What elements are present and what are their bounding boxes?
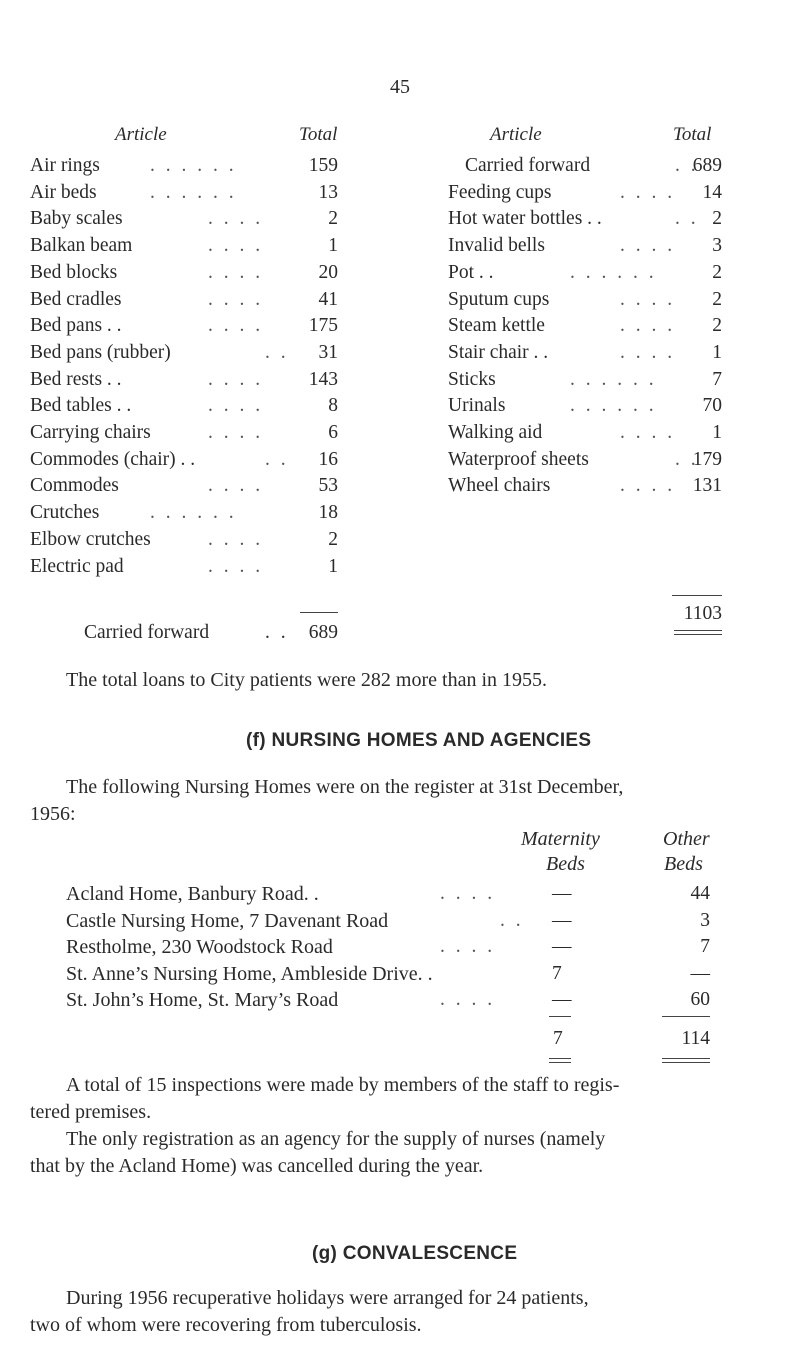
left-article-name: Bed rests . . <box>30 368 122 390</box>
right-article-name: Invalid bells <box>448 235 545 257</box>
left-article-name: Electric pad <box>30 555 124 577</box>
agency-line2: that by the Acland Home) was cancelled during the year. <box>30 1155 484 1177</box>
page-number: 45 <box>390 76 410 98</box>
right-article-name: Steam kettle <box>448 315 545 337</box>
right-article-total: 1 <box>712 341 722 363</box>
left-article-total: 20 <box>318 261 338 283</box>
maternity-header-2: Beds <box>546 853 585 875</box>
left-article-name: Bed tables . . <box>30 395 132 417</box>
left-article-name: Bed cradles <box>30 288 122 310</box>
right-article-dots: . . . . <box>620 181 676 203</box>
convalescence-line2: two of whom were recovering from tuberculosis. <box>30 1314 422 1336</box>
left-article-dots: . . . . <box>208 368 264 390</box>
right-article-total: 3 <box>712 235 722 257</box>
right-article-name: Pot . . <box>448 261 494 283</box>
right-article-name: Stair chair . . <box>448 341 549 363</box>
right-article-name: Wheel chairs <box>448 475 551 497</box>
left-subtotal-rule <box>300 612 338 613</box>
left-article-name: Air rings <box>30 155 100 176</box>
right-total-double-rule <box>674 630 722 635</box>
right-article-name: Sputum cups <box>448 288 550 310</box>
right-article-name: Carried forward <box>465 155 591 176</box>
left-article-total: 1 <box>328 235 338 257</box>
other-total: 114 <box>681 1028 710 1049</box>
nursing-home-dots: . . . . <box>440 936 496 957</box>
other-beds: 60 <box>690 989 710 1010</box>
right-article-dots: . . . . <box>620 341 676 363</box>
right-article-name: Urinals <box>448 395 506 417</box>
other-beds: — <box>690 962 710 984</box>
left-article-total: 13 <box>318 181 338 203</box>
section-g-heading: (g) CONVALESCENCE <box>312 1243 518 1264</box>
right-article-name: Hot water bottles . . <box>448 208 602 230</box>
section-f-intro-line2: 1956: <box>30 803 76 825</box>
agency-line1: The only registration as an agency for the supply of nurses (namely <box>66 1128 606 1150</box>
left-article-name: Bed pans (rubber) <box>30 341 171 363</box>
nursing-home-name: St. Anne’s Nursing Home, Ambleside Drive. . <box>66 962 433 985</box>
left-article-dots: . . . . . . <box>150 181 237 203</box>
right-article-name: Sticks <box>448 368 496 390</box>
right-article-dots: . . <box>675 208 699 230</box>
right-article-dots: . . <box>675 155 699 176</box>
right-article-total: 179 <box>692 448 722 470</box>
left-article-dots: . . . . . . <box>150 155 237 176</box>
left-article-dots: . . <box>265 341 289 363</box>
left-article-total: 53 <box>318 475 338 497</box>
right-article-total: 70 <box>702 395 722 417</box>
nursing-home-name: St. John’s Home, St. Mary’s Road <box>66 989 339 1011</box>
right-article-dots: . . . . <box>620 288 676 310</box>
maternity-header-1: Maternity <box>521 828 600 850</box>
left-carried-forward-label: Carried forward <box>84 622 210 643</box>
left-article-total: 2 <box>328 208 338 230</box>
section-f-intro-line1: The following Nursing Homes were on the register at 31st December, <box>66 776 624 798</box>
maternity-beds: — <box>552 936 572 957</box>
nursing-home-dots: . . <box>500 909 524 931</box>
left-article-dots: . . . . <box>208 395 264 417</box>
other-beds: 44 <box>690 883 710 904</box>
other-beds: 3 <box>700 909 710 931</box>
right-article-header: Article <box>490 124 542 145</box>
other-header-1: Other <box>663 828 710 850</box>
right-article-total: 7 <box>712 368 722 390</box>
left-article-total: 8 <box>328 395 338 417</box>
maternity-beds: — <box>552 883 572 904</box>
left-article-total: 31 <box>318 341 338 363</box>
right-article-dots: . . . . . . <box>570 261 657 283</box>
left-article-dots: . . . . <box>208 235 264 257</box>
inspections-line1: A total of 15 inspections were made by members of the staff to regis- <box>66 1074 620 1096</box>
convalescence-line1: During 1956 recuperative holidays were arranged for 24 patients, <box>66 1287 589 1309</box>
left-article-dots: . . . . <box>208 315 264 337</box>
left-article-name: Carrying chairs <box>30 422 151 443</box>
left-article-dots: . . <box>265 448 289 470</box>
left-article-name: Crutches <box>30 502 100 524</box>
left-article-header: Article <box>115 124 167 145</box>
nursing-home-name: Castle Nursing Home, 7 Davenant Road <box>66 909 389 932</box>
loans-note: The total loans to City patients were 282 more than in 1955. <box>66 669 548 691</box>
left-article-total: 143 <box>308 368 338 390</box>
left-article-dots: . . . . <box>208 208 264 230</box>
maternity-total: 7 <box>553 1028 563 1049</box>
left-article-dots: . . . . <box>208 288 264 310</box>
nursing-home-dots: . . . . <box>440 883 496 904</box>
right-article-total: 131 <box>692 475 722 497</box>
right-article-total: 2 <box>712 261 722 283</box>
other-total-rule <box>662 1016 710 1017</box>
right-article-dots: . . . . . . <box>570 368 657 390</box>
maternity-beds: 7 <box>552 962 562 984</box>
left-article-name: Air beds <box>30 181 97 203</box>
right-article-dots: . . . . <box>620 315 676 337</box>
left-article-name: Bed pans . . <box>30 315 122 337</box>
left-article-total: 175 <box>308 315 338 337</box>
nursing-home-name: Acland Home, Banbury Road. . <box>66 883 319 905</box>
left-article-total: 41 <box>318 288 338 310</box>
right-article-total: 2 <box>712 208 722 230</box>
nursing-home-name: Restholme, 230 Woodstock Road <box>66 936 333 958</box>
right-article-total: 1 <box>712 422 722 443</box>
left-article-total: 159 <box>308 155 338 176</box>
left-article-name: Commodes <box>30 475 119 497</box>
left-article-name: Balkan beam <box>30 235 133 257</box>
maternity-beds: — <box>552 989 572 1010</box>
other-beds: 7 <box>700 936 710 957</box>
left-article-total: 2 <box>328 528 338 550</box>
right-article-total: 14 <box>702 181 722 203</box>
right-article-name: Waterproof sheets <box>448 448 589 470</box>
left-carried-forward-dots: . . <box>265 622 289 643</box>
right-article-name: Walking aid <box>448 422 543 443</box>
left-article-name: Bed blocks <box>30 261 118 283</box>
maternity-beds: — <box>552 909 572 931</box>
left-article-total: 18 <box>318 502 338 524</box>
inspections-line2: tered premises. <box>30 1101 152 1123</box>
right-grand-total: 1103 <box>683 603 722 624</box>
right-article-name: Feeding cups <box>448 181 552 203</box>
left-article-dots: . . . . <box>208 261 264 283</box>
right-article-dots: . . <box>675 448 699 470</box>
left-total-header: Total <box>299 124 338 145</box>
right-article-dots: . . . . . . <box>570 395 657 417</box>
left-article-dots: . . . . <box>208 528 264 550</box>
right-article-total: 689 <box>692 155 722 176</box>
left-article-name: Commodes (chair) . . <box>30 448 196 470</box>
right-article-total: 2 <box>712 288 722 310</box>
other-total-double-rule <box>662 1058 710 1063</box>
other-header-2: Beds <box>664 853 703 875</box>
right-total-header: Total <box>673 124 712 145</box>
left-carried-forward-total: 689 <box>308 622 338 643</box>
maternity-total-rule <box>549 1016 571 1017</box>
maternity-total-double-rule <box>549 1058 571 1063</box>
left-article-total: 16 <box>318 448 338 470</box>
right-article-dots: . . . . <box>620 235 676 257</box>
nursing-home-dots: . . . . <box>440 989 496 1010</box>
left-article-dots: . . . . <box>208 422 264 443</box>
left-article-name: Elbow crutches <box>30 528 151 550</box>
right-total-rule <box>672 595 722 596</box>
left-article-name: Baby scales <box>30 208 123 230</box>
right-article-total: 2 <box>712 315 722 337</box>
left-article-dots: . . . . <box>208 555 264 577</box>
left-article-dots: . . . . . . <box>150 502 237 524</box>
right-article-dots: . . . . <box>620 422 676 443</box>
left-article-dots: . . . . <box>208 475 264 497</box>
section-f-heading: (f) NURSING HOMES AND AGENCIES <box>246 730 592 751</box>
left-article-total: 6 <box>328 422 338 443</box>
right-article-dots: . . . . <box>620 475 676 497</box>
left-article-total: 1 <box>328 555 338 577</box>
